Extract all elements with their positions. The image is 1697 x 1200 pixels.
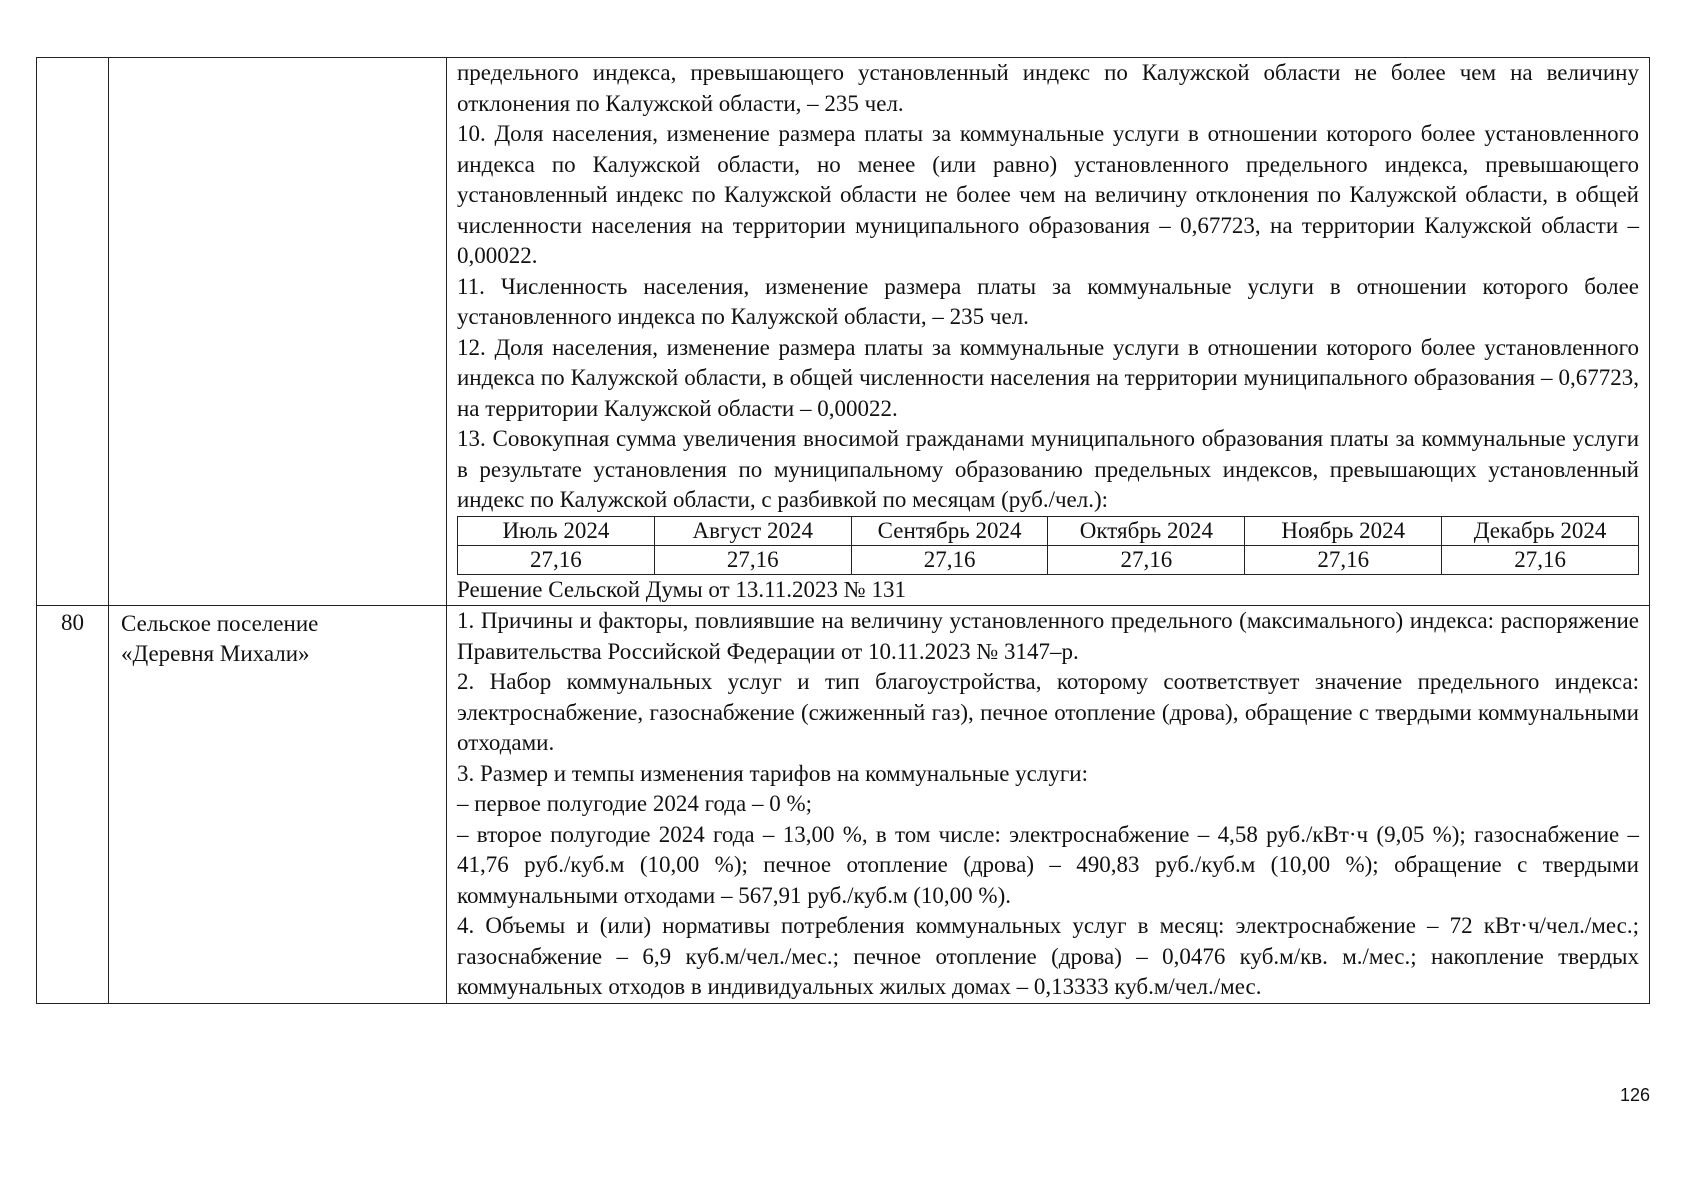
- table-row: [37, 606, 1650, 1004]
- paragraph-3: 3. Размер и темпы изменения тарифов на коммунальные услуги:: [457, 760, 1088, 786]
- municipality-name-cell: [109, 606, 447, 1004]
- paragraph-continuation: предельного индекса, превышающего установленный индекс по Калужской области не более чем на величину отклонения по Калужской области, – 235 чел.: [457, 60, 1639, 116]
- monthly-amounts-table: [457, 516, 1639, 575]
- paragraph-2: 2. Набор коммунальных услуг и тип благоустройства, которому соответствует значение предельного индекса: электроснабжение, газоснабжение (сжиженный газ), печное отопление (дрова), обращение с твердыми коммунальными отходами.: [457, 669, 1639, 755]
- paragraph-12: 12. Доля населения, изменение размера платы за коммунальные услуги в отношении которого более установленного индекса по Калужской области, в общей численности населения на территории муниципального образования – 0,67723, на территории Калужской области – 0,00022.: [457, 334, 1639, 421]
- paragraph-3-second-half: – второе полугодие 2024 года – 13,00 %, в том числе: электроснабжение – 4,58 руб./кВт·ч (9,05 %); газоснабжение – 41,76 руб./куб.м (10,00 %); печное отопление (дрова) – 490,83 руб./куб.м (10,00 %); обращение с твердыми коммунальными отходами – 567,91 руб./куб.м (10,00 %).: [457, 821, 1639, 908]
- decision-reference: Решение Сельской Думы от 13.11.2023 № 131: [457, 576, 906, 602]
- month-header: Декабрь 2024: [1442, 516, 1639, 545]
- paragraph-13: 13. Совокупная сумма увеличения вносимой гражданами муниципального образования платы за коммунальные услуги в результате установления по муниципальному образованию предельных индексов, превышающих установленный индекс по Калужской области, с разбивкой по месяцам (руб./чел.):: [457, 426, 1639, 512]
- paragraph-1: 1. Причины и факторы, повлиявшие на величину установленного предельного (максимального) индекса: распоряжение Правительства Российской Федерации от 10.11.2023 № 3147–р.: [457, 608, 1639, 664]
- month-value: 27,16: [1245, 545, 1442, 574]
- months-header-row: [458, 516, 1639, 545]
- month-value: 27,16: [1048, 545, 1245, 574]
- month-value: 27,16: [654, 545, 851, 574]
- row-number-cell: 80: [37, 606, 109, 1004]
- description-cell: [447, 606, 1650, 1004]
- paragraph-3-first-half: – первое полугодие 2024 года – 0 %;: [457, 791, 813, 816]
- paragraph-11: 11. Численность населения, изменение размера платы за коммунальные услуги в отношении которого более установленного индекса по Калужской области, – 235 чел.: [457, 273, 1639, 329]
- municipality-type: Сельское поселение: [121, 611, 319, 636]
- month-header: Сентябрь 2024: [851, 516, 1048, 545]
- month-value: 27,16: [851, 545, 1048, 574]
- month-value: 27,16: [1442, 545, 1639, 574]
- month-header: Ноябрь 2024: [1245, 516, 1442, 545]
- paragraph-4: 4. Объемы и (или) нормативы потребления коммунальных услуг в месяц: электроснабжение – 72 кВт·ч/чел./мес.; газоснабжение – 6,9 куб.м/чел./мес.; печное отопление (дрова) – 0,0476 куб.м/кв. м./мес.; накопление твердых коммунальных отходов в индивидуальных жилых домах – 0,13333 куб.м/чел./мес.: [457, 913, 1639, 999]
- description-cell: [447, 58, 1650, 606]
- municipality-name: «Деревня Михали»: [121, 640, 310, 666]
- month-value: 27,16: [458, 545, 655, 574]
- table-row: [37, 58, 1650, 606]
- row-number-cell: [37, 58, 109, 606]
- month-header: Октябрь 2024: [1048, 516, 1245, 545]
- month-header: Август 2024: [654, 516, 851, 545]
- municipality-name-cell: [109, 58, 447, 606]
- page-number: 126: [1620, 1085, 1651, 1105]
- month-header: Июль 2024: [458, 516, 655, 545]
- months-value-row: [458, 545, 1639, 574]
- indices-table: [36, 57, 1650, 1004]
- paragraph-10: 10. Доля населения, изменение размера платы за коммунальные услуги в отношении которого более установленного индекса по Калужской области, но менее (или равно) установленного предельного индекса, превышающего установленный индекс по Калужской области не более чем на величину отклонения по Калужской области, в общей численности населения на территории муниципального образования – 0,67723, на территории Калужской области – 0,00022.: [457, 121, 1639, 268]
